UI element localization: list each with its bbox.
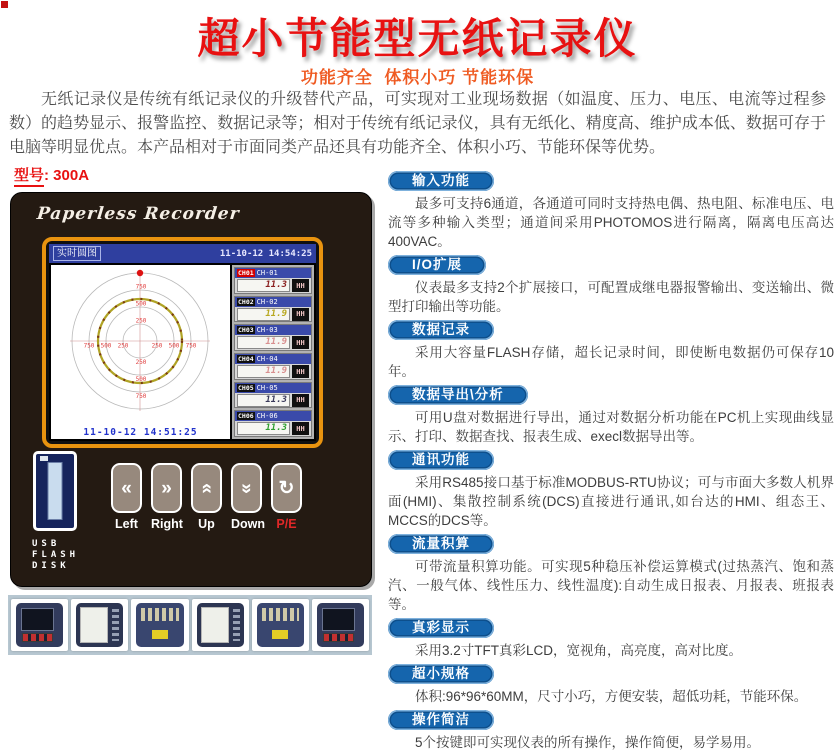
feature-header-pill [388,618,494,638]
rotate-arrow-icon: ↻ [271,463,302,513]
feature-section [388,450,834,530]
device-screen [42,237,323,448]
intro-paragraph: 无纸记录仪是传统有纸记录仪的升级替代产品，可实现对工业现场数据（如温度、压力、电压、电流等过程参数）的趋势显示、报警监控、数据记录等；相对于传统有纸记录仪，具有无纸化、精度高、维护成本低、数据可存于电脑等明显优点。本产品相对于市面同类产品还具有功能齐全、体积小巧、节能环保等优势。 [9,91,826,156]
channel-value: 11.9 [237,365,290,378]
channel-panel [234,267,312,294]
feature-header-text: 操作简洁 [412,712,470,727]
device-key-label: Down [231,517,266,531]
double-chevron-up-icon: » [191,463,222,513]
feature-section [388,664,834,706]
chart-timestamp: 11-10-12 14:51:25 [83,427,198,438]
device-key [191,463,222,531]
channel-name: CH-04 [256,355,278,364]
feature-header-pill [388,710,494,730]
recorder-photo-front [317,603,364,647]
feature-section [388,710,834,752]
feature-header-text: 流量积算 [412,536,470,551]
feature-text: 采用RS485接口基于标准MODBUS-RTU协议；可与市面大多数人机界面(HMI)、集散控制系统(DCS)直接进行通讯,如台达的HMI、组态王、MCCS的DCS等。 [388,475,834,528]
channel-name: CH-01 [256,269,278,277]
feature-header-pill [388,534,494,554]
channel-list [232,265,314,439]
svg-text:250: 250 [135,317,147,325]
feature-header-text: 真彩显示 [412,620,470,635]
svg-text:750: 750 [135,393,147,400]
polar-chart-svg [51,265,230,415]
recorder-device-image [10,192,372,587]
model-label: 型号 [14,167,44,187]
svg-text:750: 750 [83,342,95,350]
channel-id: CH03 [238,326,254,335]
gallery-photo [312,599,369,651]
channel-value: 11.3 [237,422,290,435]
channel-panel [234,296,312,323]
device-key [231,463,266,531]
channel-id: CH01 [238,269,254,277]
model-number [14,164,89,185]
screen-clock: 11-10-12 14:54:25 [219,248,312,259]
feature-text: 最多可支持6通道，各通道可同时支持热电偶、热电阻、标准电压、电流等多种输入类型；通道间采用PHOTOMOS进行隔离，隔离电压高达400VAC。 [388,196,834,249]
channel-name: CH-02 [256,297,278,306]
gallery-photo [11,599,68,651]
channel-alarm-flag: HH [292,365,309,378]
channel-value: 11.3 [237,279,290,292]
channel-alarm-flag: HH [292,422,309,435]
model-value: : 300A [44,167,90,184]
channel-alarm-flag: HH [292,279,309,292]
channel-panel [234,353,312,380]
double-chevron-right-icon: » [151,463,182,513]
feature-header-pill [388,255,486,275]
channel-id: CH04 [238,355,254,364]
circular-chart [51,265,230,439]
feature-section [388,385,834,446]
channel-name: CH-03 [256,326,278,335]
channel-alarm-flag: HH [292,336,309,349]
feature-header-text: I/O扩展 [412,257,463,272]
svg-text:500: 500 [168,342,180,350]
channel-value: 11.3 [237,394,290,407]
device-key-label: Up [198,517,215,531]
device-key-label: Right [151,517,183,531]
feature-header-text: 数据导出\分析 [412,387,504,402]
recorder-photo-side [197,603,244,647]
feature-text: 体积:96*96*60MM，尺寸小巧，方便安装，超低功耗，节能环保。 [415,689,808,704]
feature-text: 5个按键即可实现仪表的所有操作，操作简便，易学易用。 [415,735,761,750]
channel-id: CH02 [238,297,254,306]
usb-label: USB FLASH DISK [32,539,80,571]
feature-section [388,171,834,251]
channel-alarm-flag: HH [292,394,309,407]
device-key-label: P/E [276,517,297,531]
svg-text:250: 250 [135,359,147,366]
channel-name: CH-06 [256,412,278,421]
feature-header-text: 超小规格 [412,666,470,681]
feature-header-pill [388,664,494,684]
double-chevron-left-icon: « [111,463,142,513]
channel-panel [234,410,312,437]
screen-header [49,244,316,263]
device-key [111,463,142,531]
device-key [271,463,302,531]
feature-text: 仪表最多支持2个扩展接口，可配置成继电器报警输出、变送输出、微型打印输出等功能。 [388,280,834,314]
screen-body [49,263,316,441]
screen-content [49,244,316,441]
device-key-label: Left [115,517,138,531]
device-brand-text: Paperless Recorder [35,204,241,224]
feature-header-text: 数据记录 [412,322,470,337]
channel-id: CH06 [238,412,254,421]
feature-header-pill [388,385,528,405]
double-chevron-down-icon: » [231,463,262,513]
channel-alarm-flag: HH [292,308,309,321]
feature-header-text: 输入功能 [412,173,470,188]
svg-text:500: 500 [100,342,112,350]
channel-value: 11.9 [237,336,290,349]
channel-value: 11.9 [237,308,290,321]
gallery-photo [71,599,128,651]
feature-text: 可带流量积算功能。可实现5种稳压补偿运算模式(过热蒸汽、饱和蒸汽、一般气体、线性压力、线性温度):自动生成日报表、月报表、班报表等。 [388,559,834,612]
channel-name: CH-05 [256,383,278,392]
recorder-photo-side [76,603,123,647]
feature-header-text: 通讯功能 [412,452,470,467]
product-gallery [8,595,372,655]
page-subtitle: 功能齐全 体积小巧 节能环保 [300,68,535,87]
feature-text: 采用3.2寸TFT真彩LCD，宽视角，高亮度，高对比度。 [415,643,743,658]
feature-header-pill [388,450,494,470]
svg-text:500: 500 [135,300,147,308]
recorder-photo-rear [136,603,183,647]
feature-header-pill [388,320,494,340]
device-key [151,463,182,531]
svg-text:250: 250 [117,342,129,350]
recorder-photo-front [16,603,63,647]
usb-port-icon [33,451,77,531]
channel-panel [234,324,312,351]
channel-id: CH05 [238,383,254,392]
gallery-photo [252,599,309,651]
page-title: 超小节能型无纸记录仪 [197,15,638,62]
feature-section [388,534,834,614]
gallery-photo [131,599,188,651]
screen-view-title: 实时圆图 [53,246,101,261]
svg-text:750: 750 [185,342,197,350]
feature-list [388,171,834,756]
feature-text: 可用U盘对数据进行导出，通过对数据分析功能在PC机上实现曲线显示、打印、数据查找、报表生成、execl数据导出等。 [388,410,834,444]
feature-section [388,255,834,316]
feature-section [388,320,834,381]
gallery-photo [192,599,249,651]
svg-text:750: 750 [135,283,147,291]
feature-header-pill [388,171,494,191]
svg-text:250: 250 [151,342,163,350]
recorder-photo-rear [257,603,304,647]
channel-panel [234,382,312,409]
feature-section [388,618,834,660]
device-keypad [111,463,302,531]
svg-text:500: 500 [135,376,147,383]
feature-text: 采用大容量FLASH存储，超长记录时间，即使断电数据仍可保存10年。 [388,345,834,379]
